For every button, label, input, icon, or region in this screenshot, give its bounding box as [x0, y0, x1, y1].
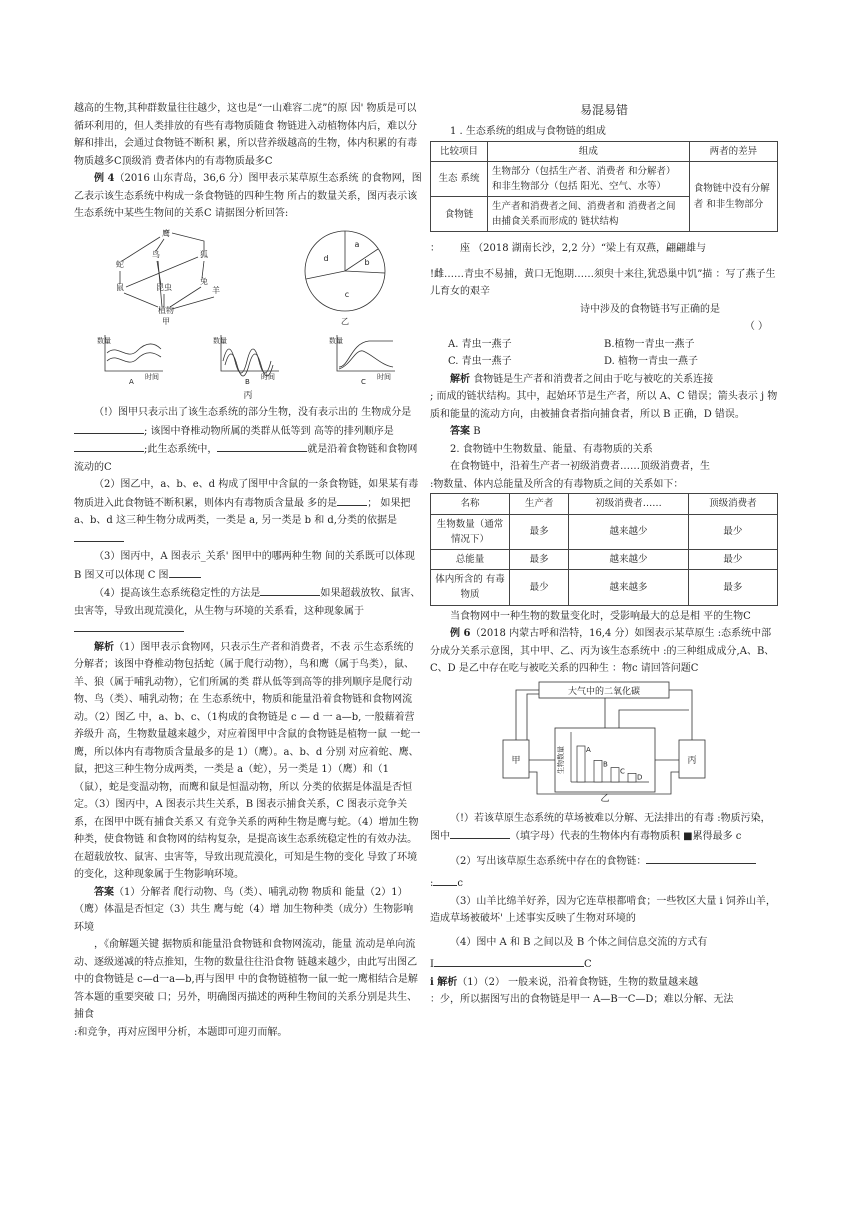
options [430, 336, 778, 371]
table2-cell: 生物数量（通常情况下） [431, 514, 510, 549]
node-sheep: 羊 [212, 285, 220, 295]
section-title: 易混易错 [579, 103, 628, 117]
bar-c [611, 767, 619, 781]
answer-blank[interactable] [260, 584, 320, 596]
comparison-table [430, 141, 778, 233]
panel-c-ylabel: 数量 [329, 336, 343, 345]
pie-figure [300, 227, 390, 327]
q6-1-text: （!）若该草原生态系统的草场被难以分解、无法排出的有毒 :物质污染，图中 [430, 812, 771, 843]
panel-a-xlabel: 时间 [145, 372, 159, 381]
analysis-5 [430, 371, 778, 389]
pie-slice-b: b [364, 257, 370, 267]
panel-b-xlabel: 时间 [261, 372, 275, 381]
table2-cell: 最多 [688, 570, 777, 605]
q6-4-text-b: C [583, 959, 592, 971]
answer-blank[interactable] [74, 440, 144, 452]
answer-4-text: （1）分解者 爬行动物、鸟（类）、哺乳动物 物质和 能量（2）1）（鹰）体温是否恒定（3）共生 鹰与蛇（4）增 加生物种类（成分）生物影响环境 [74, 886, 414, 933]
answer-blank[interactable] [74, 422, 144, 434]
figure-6 [430, 680, 778, 804]
table2-header-top: 顶级消费者 [688, 494, 777, 514]
figure-jia-label: 甲 [162, 316, 170, 326]
subsection-2-title: 2. 食物链中生物数量、能量、有毒物质的关系 [450, 443, 653, 455]
panel-a-ylabel: 数量 [97, 336, 111, 345]
bar-a [577, 746, 585, 782]
node-snake: 蛇 [116, 259, 124, 269]
ecosystem-diagram [499, 680, 709, 804]
table2-cell: 体内所含的 有毒物质 [431, 570, 510, 605]
bar-d [628, 773, 636, 782]
table2-cell: 最少 [510, 570, 569, 605]
analysis-4 [74, 639, 422, 884]
subsection-2-after: 当食物网中一种生物的数量变化时，受影响最大的总是相 平的生物C [450, 610, 751, 622]
example-5-line3: 诗中涉及的食物链书写正确的是 [580, 303, 720, 315]
bar-label-d: D [637, 772, 643, 781]
panel-c-chart [329, 331, 399, 385]
table1-row-ecosystem: 生态 系统 [431, 161, 488, 196]
answer-blank[interactable] [74, 530, 124, 542]
subsection-2-text-2: :物数量、体内总能量及所含的有毒物质之间的关系如下： [430, 478, 684, 490]
table1-header-item: 比较项目 [431, 141, 488, 161]
question-6-1 [430, 810, 778, 846]
question-1-text-b: ; 该图中脊椎动物所属的类群从低等到 高等的排列顺序是 [144, 425, 394, 437]
table1-row-foodchain-comp: 生产者和消费者之间、消费者和 消费者之间由捕食关系而形成的 链状结构 [488, 197, 690, 232]
question-2-number: （2） [94, 479, 121, 491]
analysis-5-cont: ; 而成的链状结构。其中，起始环节是生产者，所以 A、C 错误；箭头表示 j 物质和能量的流动方向，由被捕食者指向捕食者，所以 B 正确，D 错误。 [430, 391, 778, 420]
ex5-text: 座 （2018 湖南长沙，2,2 分）“梁上有双燕，翩翩雄与 [460, 243, 707, 255]
example-4-text: （2016 山东青岛，36,6 分）图甲表示某草原生态系统 的食物网，图乙表示该生态系统中构成一条食物链的四种生物 所占的数量关系，图丙表示该生态系统中某些生物间的关系C 请据图分析回答: [74, 173, 422, 219]
question-4 [74, 584, 422, 639]
node-eagle: 鹰 [162, 228, 170, 238]
subsection-1-title: 1 . 生态系统的组成与食物链的组成 [450, 126, 606, 137]
node-rabbit: 兔 [200, 276, 208, 286]
answer-5-label: 答案 [450, 426, 470, 438]
table2-cell: 最多 [510, 514, 569, 549]
panel-a-chart [97, 331, 167, 385]
question-6-3: （3）山羊比绵羊好养，因为它连草根都啃食；一些牧区大量 i 饲养山羊，造成草场被破坏' 上述事实反映了生物对环境的 [430, 895, 776, 925]
answer-blank[interactable] [450, 827, 510, 839]
table1-header-diff: 两者的差异 [689, 141, 777, 161]
option-c[interactable]: C. 青虫一燕子 [448, 356, 512, 368]
figure-bing-label: 丙 [243, 390, 253, 401]
node-insect: 昆虫 [156, 282, 172, 292]
ex5-prefix: ： [430, 243, 440, 255]
analysis-5-text: 食物链是生产者和消费者之间由于吃与被吃的关系连接 [473, 373, 714, 385]
panel-a-label: A [129, 377, 134, 385]
question-6-4-end: I C [430, 955, 778, 974]
table2-cell: 总能量 [431, 550, 510, 570]
panel-c-label: C [361, 377, 366, 385]
answer-4-label: 答案 [94, 886, 114, 898]
question-3-text: 图丙中，A 图表示_关系' 图甲中的哪两种生物 间的关系既可以体现 B 图又可以体现 C 图 [74, 551, 415, 581]
figure-bing [74, 331, 422, 385]
panel-b-chart [213, 331, 283, 385]
node-bird: 鸟 [152, 249, 160, 259]
diagram-right-label: 丙 [687, 755, 697, 766]
table2-cell: 最少 [688, 514, 777, 549]
table2-cell: 越来越少 [569, 514, 688, 549]
analysis-6-label: i 解析 [430, 976, 458, 988]
bar-label-b: B [603, 759, 608, 768]
answer-blank[interactable] [217, 440, 307, 452]
diagram-mid-label: 乙 [600, 793, 610, 804]
option-a[interactable]: A. 青虫一燕子 [448, 338, 512, 350]
panel-b-ylabel: 数量 [213, 336, 227, 345]
question-4-number: （4） [94, 588, 121, 600]
table1-header-comp: 组成 [488, 141, 690, 161]
example-5-line2: !雌……青虫不易捕，黄口无饱期……须臾十来往,犹恐巢中饥”描 ：写了燕子生儿育女的艰辛 [430, 268, 776, 298]
example-4-label: 例 4 [94, 173, 115, 184]
analysis-6-text: （1）（2） 一般来说，沿着食物链，生物的数量越来越 [457, 976, 699, 988]
q6-2-text: （2）写出该草原生态系统中存在的食物链： [450, 855, 647, 867]
analysis-6-cont: ：少，所以据图写出的食物链是甲一 A—B一C—D；难以分解、无法 [430, 994, 734, 1006]
left-column [74, 100, 422, 1041]
answer-blank[interactable] [337, 494, 367, 506]
table1-row-ecosystem-comp: 生物部分（包括生产者、消费者 和分解者）和非生物部分（包括 阳光、空气、水等） [488, 161, 690, 196]
pie-slice-a: a [354, 239, 360, 249]
node-fox: 狐 [200, 249, 208, 259]
bar-b [594, 760, 602, 782]
diagram-top-label: 大气中的二氧化碳 [567, 686, 641, 697]
answer-blank[interactable] [646, 852, 756, 864]
figure-jia-yi [74, 227, 422, 327]
q6-1-text-b: （填字母）代表的生物体内有毒物质积 ■累得最多 c [510, 831, 742, 843]
table2-header-name: 名称 [431, 494, 510, 514]
panel-b-label: B [245, 377, 250, 385]
answer-5-text: B [473, 426, 481, 438]
question-4-text-b: 如果超载放牧、鼠害、虫害等，导致出现荒漠化，从生物与环境的关系看，这种现象属于 [74, 588, 421, 617]
quantity-table [430, 493, 778, 605]
example-5-line1 [430, 240, 778, 258]
answer-blank[interactable] [169, 566, 201, 578]
question-1 [74, 404, 422, 476]
food-web-figure [106, 227, 236, 327]
answer-blank[interactable] [434, 955, 584, 967]
question-6-2 [430, 852, 778, 871]
intro-paragraph: 越高的生物,其种群数量往往越少，这也是“一山难容二虎”的原 因' 物质是可以循环利用的，但人类排放的有些有毒物质随食 物链进入动植物体内后，难以分解和排出，会通过食物链不断积 累，所以营养级越高的生物，体内积累的有毒物质越多C顶级消 费者体内的有毒物质最多C [74, 103, 418, 167]
example-6-label: 例 6 [450, 628, 471, 640]
analysis-4-text: （1）图甲表示食物网，只表示生产者和消费者，不表 示生态系统的分解者；该图中脊椎动物包括蛇（属于爬行动物），鸟和鹰（属于鸟类），鼠、羊、狼（属于哺乳动物），它们所属的类 群从低等到高等的排列顺序是爬行动物、鸟（类）、哺乳动物；在 生态系统中，物质和能量沿着食物链和食物网流动。（2）图乙 中，a、b、c、（1构成的食物链是 c — d 一 a—b, 一般藉着营养级升 高，生物数量越来越少，对应着图甲中含鼠的食物链是植物一鼠 一蛇一鹰，所以体内有毒物质含量最多的是 1）（鹰）。a、b、d 分别 对应着蛇、鹰、鼠，把这三种生物分成两类，一类是 a（蛇），另一类是 1）（鹰）和（1（鼠），蛇是变温动物，而鹰和鼠是恒温动物，所以 分类的依据是体温是否恒定。（3）图丙中，A 图表示共生关系，B 图表示捕食关系，C 图表示竞争关系，在图甲中既有捕食关系又 有竞争关系的两种生物是鹰与蛇。（4）增加生物种类，使食物链 和食物网的结构复杂，是提高该生态系统稳定性的有效办法。在超载放牧、鼠害、虫害等，导致出现荒漠化，可知是生物的变化 导致了环境的变化，这种现象属于生物影响环境。 [74, 641, 421, 881]
answer-blank[interactable] [433, 874, 457, 886]
table2-cell: 最少 [688, 550, 777, 570]
analysis-4-label: 解析 [94, 641, 114, 653]
question-3 [74, 548, 422, 584]
question-1-text-d: 就是沿着食物链和食物网流动的C [74, 444, 418, 473]
table2-header-producer: 生产者 [510, 494, 569, 514]
panel-c-xlabel: 时间 [377, 372, 391, 381]
pie-slice-c: c [344, 289, 350, 299]
table2-cell: 越来越多 [569, 570, 688, 605]
tip-4: ，《俞解题关键 据物质和能量沿食物链和食物网流动，能量 流动是单向流动、逐级递减的特点推知，生物的数量往往沿食物 链越来越少，由此写出图乙中的食物链是 c—d一a—b,再与图甲 中的食物链植物一鼠一蛇一鹰相结合是解答本题的重要突破 口；另外，明确图丙描述的两种生物间的关系分别是共生、捕食 [74, 939, 418, 1021]
figure-yi-label: 乙 [341, 316, 349, 326]
question-3-number: （3） [94, 551, 121, 563]
subsection-2-text: 在食物链中，沿着生产者一初级消费者……顶级消费者，生 [450, 461, 710, 473]
answer-blank[interactable] [74, 620, 184, 632]
question-2 [74, 476, 422, 548]
answer-5 [430, 423, 778, 441]
diagram-ylabel: 生物数量 [557, 745, 565, 774]
node-mouse: 鼠 [116, 282, 124, 292]
table2-cell: 越来越少 [569, 550, 688, 570]
tip-4-end: :和竞争，再对应图甲分析，本题即可迎刃而解。 [74, 1026, 288, 1038]
example-4 [74, 170, 422, 223]
question-2-text: 图乙中，a、b、e、d 构成了图甲中含鼠的一条食物链，如果某有毒物质进入此食物链不断积累，则体内有毒物质含量最 多的是 [74, 479, 419, 509]
question-6-4: （4）图中 A 和 B 之间以及 B 个体之间信息交流的方式有 [450, 936, 708, 948]
analysis-5-label: 解析 [450, 373, 470, 385]
analysis-6 [430, 974, 778, 992]
table1-row-foodchain: 食物链 [431, 197, 488, 232]
question-6-2-end: : c [430, 874, 778, 893]
question-2-text-b: ； 如果把 a、b、d 这三种生物分成两类，一类是 a, 另一类是 b 和 d,分类的依据是 [74, 497, 411, 527]
node-plant: 植物 [158, 305, 174, 315]
table1-diff: 食物链中没有分解者 和非生物部分 [689, 161, 777, 232]
question-1-text: （!）图甲只表示出了该生态系统的部分生物，没有表示出的 生物成分是 [94, 407, 412, 419]
table2-cell: 最多 [510, 550, 569, 570]
option-b[interactable]: B.植物一青虫一燕子 [604, 338, 695, 350]
example-6-text: （2018 内蒙古呼和浩特，16,4 分）如图表示某草原生 :态系统中部分成分关系示意图，其中甲、乙、丙为该生态系统中 :的三种组成成分,A、B、C、D 是乙中存在吃与被吃关系的四种生 ：物c 请回答问题C [430, 628, 775, 675]
q6-2-text-b: c [457, 878, 463, 890]
answer-paren: （ ） [744, 321, 768, 333]
table2-header-primary: 初级消费者…… [569, 494, 688, 514]
diagram-left-label: 甲 [511, 755, 521, 766]
example-6 [430, 625, 778, 678]
bar-label-c: C [620, 767, 625, 776]
option-d[interactable]: D. 植物一青虫一燕子 [604, 356, 699, 368]
pie-slice-d: d [323, 253, 329, 263]
bar-label-a: A [586, 745, 591, 754]
question-1-text-c: ;此生态系统中， [144, 444, 218, 456]
answer-4 [74, 884, 422, 937]
right-column [430, 100, 778, 1009]
question-4-text: 提高该生态系统稳定性的方法是 [120, 588, 261, 600]
